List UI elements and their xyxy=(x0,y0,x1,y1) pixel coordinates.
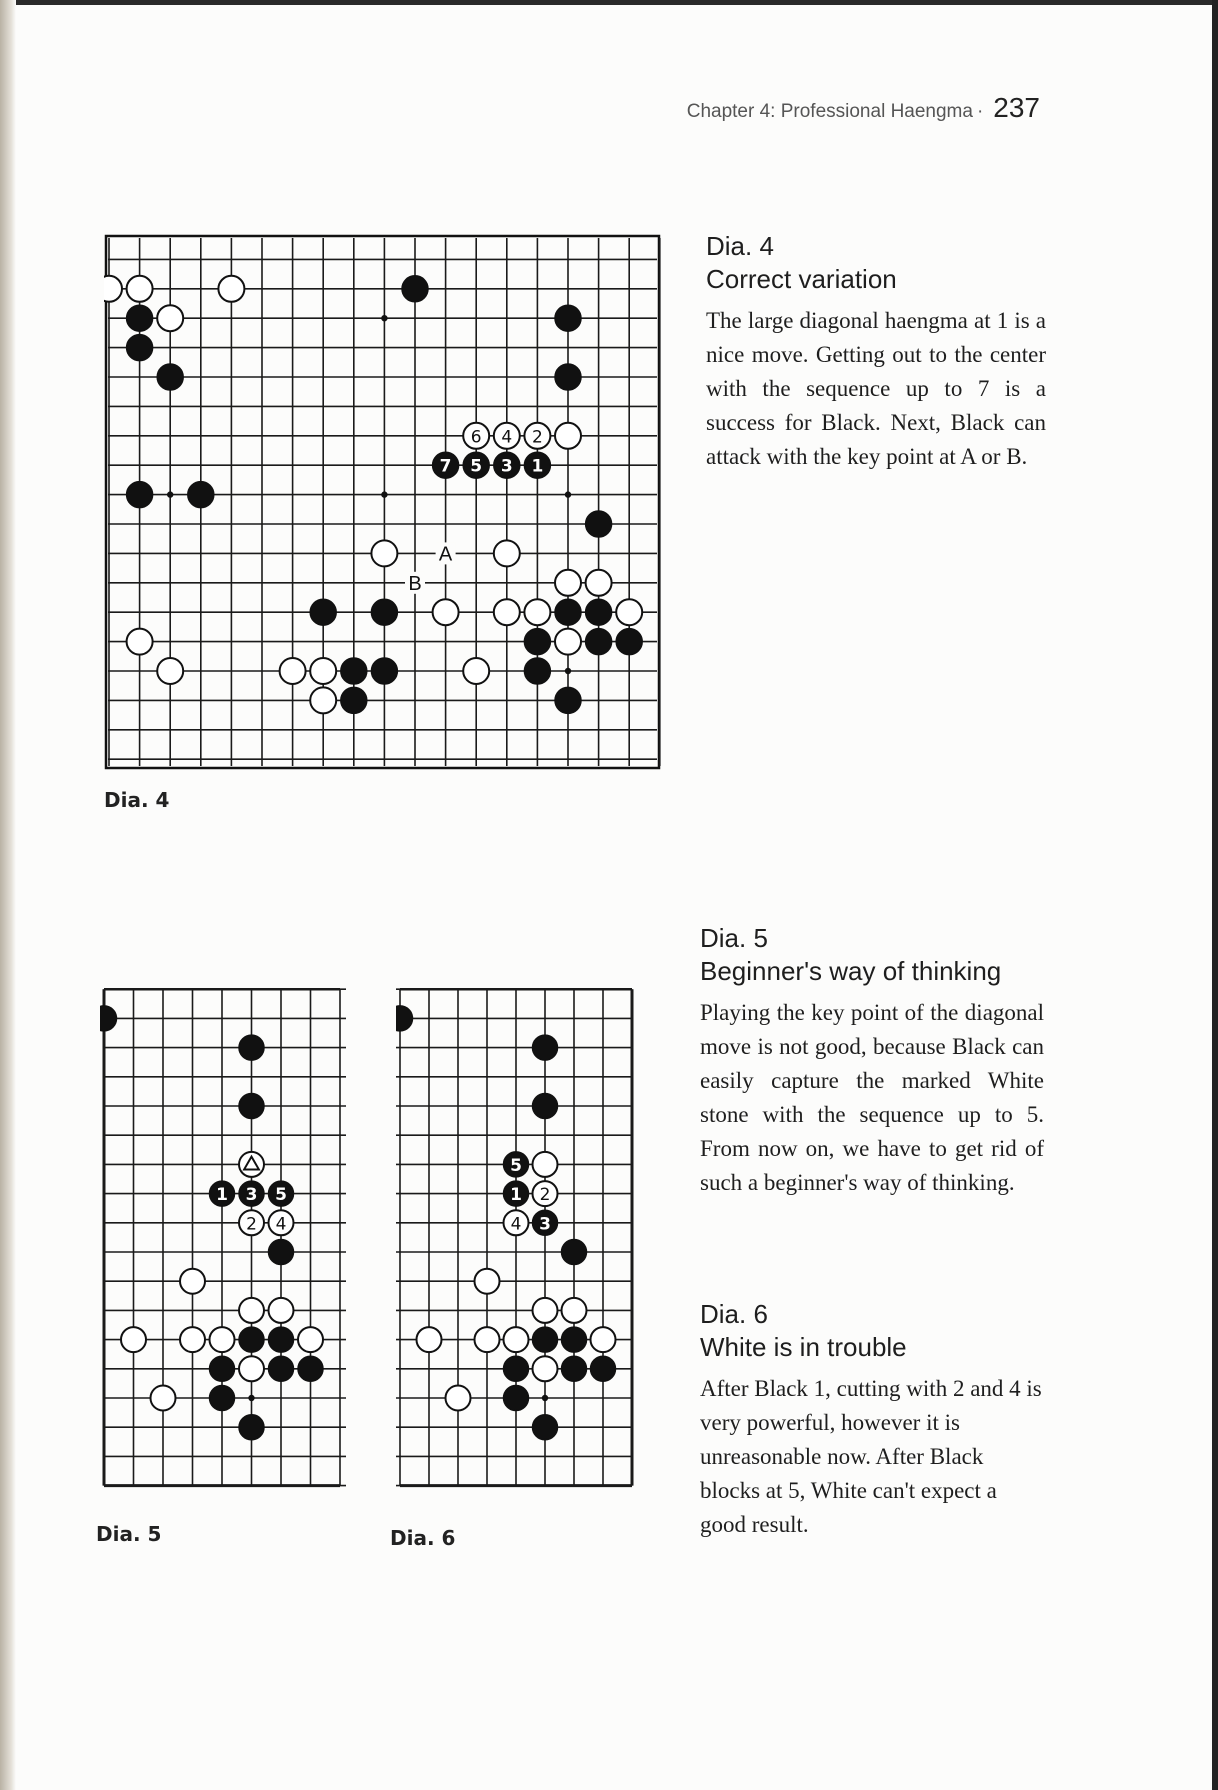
black-stone xyxy=(533,1210,558,1235)
white-stone xyxy=(494,540,520,566)
black-stone xyxy=(562,1327,587,1352)
white-stone xyxy=(494,599,520,625)
move-number: 7 xyxy=(439,456,452,477)
white-stone xyxy=(280,658,306,684)
white-stone xyxy=(446,1386,471,1411)
stone-disc xyxy=(298,1356,323,1381)
stone-disc xyxy=(555,629,581,655)
stone-disc xyxy=(239,1298,264,1323)
black-stone xyxy=(310,599,336,625)
black-stone xyxy=(127,305,153,331)
white-stone xyxy=(524,599,550,625)
running-header xyxy=(600,92,1040,124)
stone-disc xyxy=(417,1327,442,1352)
black-stone xyxy=(555,599,581,625)
black-stone xyxy=(371,658,397,684)
white-stone xyxy=(533,1181,558,1206)
stone-disc xyxy=(127,482,153,508)
stone-disc xyxy=(157,364,183,390)
stone-disc xyxy=(586,511,612,537)
stone-disc xyxy=(533,1094,558,1119)
white-stone xyxy=(127,629,153,655)
star-point xyxy=(565,491,571,497)
white-stone xyxy=(151,1386,176,1411)
stone-disc xyxy=(494,599,520,625)
section-body: The large diagonal haengma at 1 is a nice move. Getting out to the center with the sequence up to 7 is a success for Black. Next, Black can attack with the key point at A or B. xyxy=(706,308,1046,469)
black-stone xyxy=(616,629,642,655)
white-stone xyxy=(269,1298,294,1323)
black-stone xyxy=(524,629,550,655)
black-stone xyxy=(396,1006,413,1031)
black-stone xyxy=(210,1181,235,1206)
black-stone xyxy=(504,1181,529,1206)
stone-disc xyxy=(524,658,550,684)
page-number: 237 xyxy=(993,92,1040,123)
caption-dia4: Dia. 4 xyxy=(104,788,170,812)
stone-disc xyxy=(562,1298,587,1323)
stone-disc xyxy=(121,1327,146,1352)
stone-disc xyxy=(157,305,183,331)
stone-disc xyxy=(127,335,153,361)
move-number: 5 xyxy=(275,1185,287,1206)
stone-disc xyxy=(591,1356,616,1381)
black-stone xyxy=(341,687,367,713)
book-spine-shadow xyxy=(0,0,16,1790)
black-stone xyxy=(157,364,183,390)
black-stone xyxy=(555,364,581,390)
move-number: 1 xyxy=(531,456,544,477)
black-stone xyxy=(562,1240,587,1265)
black-stone xyxy=(555,687,581,713)
white-stone xyxy=(239,1298,264,1323)
stone-disc xyxy=(104,276,122,302)
move-number: 3 xyxy=(245,1185,258,1206)
black-stone xyxy=(239,1327,264,1352)
white-stone xyxy=(555,629,581,655)
white-stone xyxy=(475,1327,500,1352)
point-letter-a: A xyxy=(438,543,453,566)
black-stone xyxy=(504,1152,529,1177)
white-stone xyxy=(239,1152,264,1177)
move-number: 4 xyxy=(275,1214,287,1235)
stone-disc xyxy=(269,1298,294,1323)
stone-disc xyxy=(494,540,520,566)
black-stone xyxy=(533,1035,558,1060)
white-stone xyxy=(269,1210,294,1235)
move-number: 4 xyxy=(501,427,513,448)
black-stone xyxy=(555,305,581,331)
black-stone xyxy=(524,658,550,684)
star-point xyxy=(565,668,571,674)
stone-disc xyxy=(371,658,397,684)
stone-disc xyxy=(533,1035,558,1060)
stone-disc xyxy=(269,1327,294,1352)
white-stone xyxy=(533,1152,558,1177)
stone-disc xyxy=(269,1356,294,1381)
stone-disc xyxy=(396,1006,413,1031)
stone-disc xyxy=(555,687,581,713)
stone-disc xyxy=(533,1152,558,1177)
stone-disc xyxy=(239,1356,264,1381)
star-point xyxy=(381,315,387,321)
stone-disc xyxy=(402,276,428,302)
black-stone xyxy=(504,1386,529,1411)
section-title: White is in trouble xyxy=(700,1332,907,1362)
star-point xyxy=(248,1395,254,1401)
chapter-title: Chapter 4: Professional Haengma xyxy=(686,101,973,122)
stone-disc xyxy=(504,1386,529,1411)
go-board-dia5 xyxy=(100,962,370,1510)
white-stone xyxy=(180,1327,205,1352)
stone-disc xyxy=(446,1386,471,1411)
stone-disc xyxy=(239,1327,264,1352)
white-stone xyxy=(180,1269,205,1294)
section-label: Dia. 5 xyxy=(700,923,768,953)
stone-disc xyxy=(280,658,306,684)
stone-disc xyxy=(533,1298,558,1323)
stone-disc xyxy=(298,1327,323,1352)
stone-disc xyxy=(210,1327,235,1352)
white-stone xyxy=(562,1298,587,1323)
white-stone xyxy=(475,1269,500,1294)
stone-disc xyxy=(562,1240,587,1265)
stone-disc xyxy=(100,1006,117,1031)
stone-disc xyxy=(210,1386,235,1411)
section-body: After Black 1, cutting with 2 and 4 is very powerful, however it is unreasonable now. After Black blocks at 5, White can't expect a good result. xyxy=(700,1376,1042,1537)
black-stone xyxy=(371,599,397,625)
stone-disc xyxy=(504,1356,529,1381)
stone-disc xyxy=(533,1356,558,1381)
caption-dia5: Dia. 5 xyxy=(96,1522,162,1546)
stone-disc xyxy=(310,658,336,684)
stone-disc xyxy=(524,599,550,625)
stone-disc xyxy=(218,276,244,302)
stone-disc xyxy=(371,599,397,625)
black-stone xyxy=(586,599,612,625)
stone-disc xyxy=(180,1327,205,1352)
black-stone xyxy=(463,452,489,478)
section-dia4 xyxy=(706,230,1046,474)
black-stone xyxy=(239,1094,264,1119)
black-stone xyxy=(494,452,520,478)
black-stone xyxy=(586,511,612,537)
white-stone xyxy=(494,423,520,449)
stone-disc xyxy=(239,1415,264,1440)
black-stone xyxy=(100,1006,117,1031)
white-stone xyxy=(417,1327,442,1352)
stone-disc xyxy=(127,629,153,655)
black-stone xyxy=(591,1356,616,1381)
stone-disc xyxy=(504,1327,529,1352)
black-stone xyxy=(239,1181,264,1206)
white-stone xyxy=(586,570,612,596)
stone-disc xyxy=(239,1094,264,1119)
white-stone xyxy=(504,1210,529,1235)
black-stone xyxy=(269,1181,294,1206)
stone-disc xyxy=(555,364,581,390)
move-number: 2 xyxy=(539,1185,551,1206)
black-stone xyxy=(533,1415,558,1440)
black-stone xyxy=(533,1327,558,1352)
section-dia6 xyxy=(700,1298,1044,1542)
stone-disc xyxy=(533,1415,558,1440)
caption-dia6: Dia. 6 xyxy=(390,1526,456,1550)
white-stone xyxy=(310,687,336,713)
point-letter-b: B xyxy=(408,572,422,595)
stone-disc xyxy=(433,599,459,625)
section-label: Dia. 6 xyxy=(700,1299,768,1329)
black-stone xyxy=(269,1240,294,1265)
stone-disc xyxy=(151,1386,176,1411)
white-stone xyxy=(239,1210,264,1235)
stone-disc xyxy=(533,1327,558,1352)
black-stone xyxy=(504,1356,529,1381)
go-board-dia6 xyxy=(396,962,658,1510)
black-stone xyxy=(269,1327,294,1352)
white-stone xyxy=(616,599,642,625)
white-stone xyxy=(533,1356,558,1381)
stone-disc xyxy=(586,570,612,596)
stone-disc xyxy=(371,540,397,566)
stone-disc xyxy=(555,570,581,596)
black-stone xyxy=(586,629,612,655)
stone-disc xyxy=(475,1327,500,1352)
white-stone xyxy=(298,1327,323,1352)
black-stone xyxy=(188,482,214,508)
move-number: 6 xyxy=(470,427,482,448)
stone-disc xyxy=(555,599,581,625)
stone-disc xyxy=(310,687,336,713)
white-stone xyxy=(239,1356,264,1381)
move-number: 4 xyxy=(510,1214,522,1235)
stone-disc xyxy=(475,1269,500,1294)
white-stone xyxy=(555,570,581,596)
stone-disc xyxy=(562,1356,587,1381)
white-stone xyxy=(218,276,244,302)
white-stone xyxy=(555,423,581,449)
star-point xyxy=(542,1395,548,1401)
section-dia5 xyxy=(700,922,1044,1200)
white-stone xyxy=(157,658,183,684)
white-stone xyxy=(463,423,489,449)
move-number: 5 xyxy=(470,456,483,477)
white-stone xyxy=(504,1327,529,1352)
white-stone xyxy=(371,540,397,566)
stone-disc xyxy=(239,1035,264,1060)
board-grid xyxy=(104,989,346,1485)
move-number: 5 xyxy=(510,1155,522,1176)
black-stone xyxy=(402,276,428,302)
stone-disc xyxy=(586,629,612,655)
stone-disc xyxy=(210,1356,235,1381)
black-stone xyxy=(210,1386,235,1411)
black-stone xyxy=(298,1356,323,1381)
stone-disc xyxy=(127,305,153,331)
white-stone xyxy=(210,1327,235,1352)
star-point xyxy=(381,491,387,497)
stone-disc xyxy=(341,687,367,713)
stone-disc xyxy=(188,482,214,508)
white-stone xyxy=(157,305,183,331)
stone-disc xyxy=(269,1240,294,1265)
white-stone xyxy=(104,276,122,302)
stone-disc xyxy=(616,599,642,625)
white-stone xyxy=(463,658,489,684)
section-title: Correct variation xyxy=(706,264,897,294)
stone-disc xyxy=(591,1327,616,1352)
stone-disc xyxy=(555,305,581,331)
black-stone xyxy=(341,658,367,684)
white-stone xyxy=(121,1327,146,1352)
stone-disc xyxy=(127,276,153,302)
stone-disc xyxy=(562,1327,587,1352)
move-number: 3 xyxy=(539,1214,551,1235)
move-number: 2 xyxy=(531,427,543,448)
white-stone xyxy=(433,599,459,625)
black-stone xyxy=(524,452,550,478)
star-point xyxy=(167,491,173,497)
stone-disc xyxy=(180,1269,205,1294)
black-stone xyxy=(562,1356,587,1381)
white-stone xyxy=(533,1298,558,1323)
stone-disc xyxy=(555,423,581,449)
move-number: 3 xyxy=(500,456,513,477)
header-separator-dot: · xyxy=(976,101,984,122)
black-stone xyxy=(210,1356,235,1381)
white-stone xyxy=(524,423,550,449)
stone-disc xyxy=(463,658,489,684)
board-grid xyxy=(396,989,632,1485)
section-body: Playing the key point of the diagonal move is not good, because Black can easily capture the marked White stone with the sequence up to 5. From now on, we have to get rid of such a beginner's way of thinking. xyxy=(700,1000,1044,1195)
stone-disc xyxy=(524,629,550,655)
white-stone xyxy=(310,658,336,684)
white-stone xyxy=(591,1327,616,1352)
stone-disc xyxy=(586,599,612,625)
white-stone xyxy=(127,276,153,302)
go-board-dia4 xyxy=(104,234,661,770)
stone-disc xyxy=(341,658,367,684)
black-stone xyxy=(239,1035,264,1060)
stone-disc xyxy=(616,629,642,655)
move-number: 1 xyxy=(216,1185,228,1206)
black-stone xyxy=(433,452,459,478)
black-stone xyxy=(239,1415,264,1440)
move-number: 1 xyxy=(510,1185,522,1206)
section-title: Beginner's way of thinking xyxy=(700,956,1002,986)
black-stone xyxy=(533,1094,558,1119)
move-number: 2 xyxy=(246,1214,257,1235)
black-stone xyxy=(127,335,153,361)
stone-disc xyxy=(157,658,183,684)
black-stone xyxy=(127,482,153,508)
black-stone xyxy=(269,1356,294,1381)
stone-disc xyxy=(310,599,336,625)
section-label: Dia. 4 xyxy=(706,231,774,261)
